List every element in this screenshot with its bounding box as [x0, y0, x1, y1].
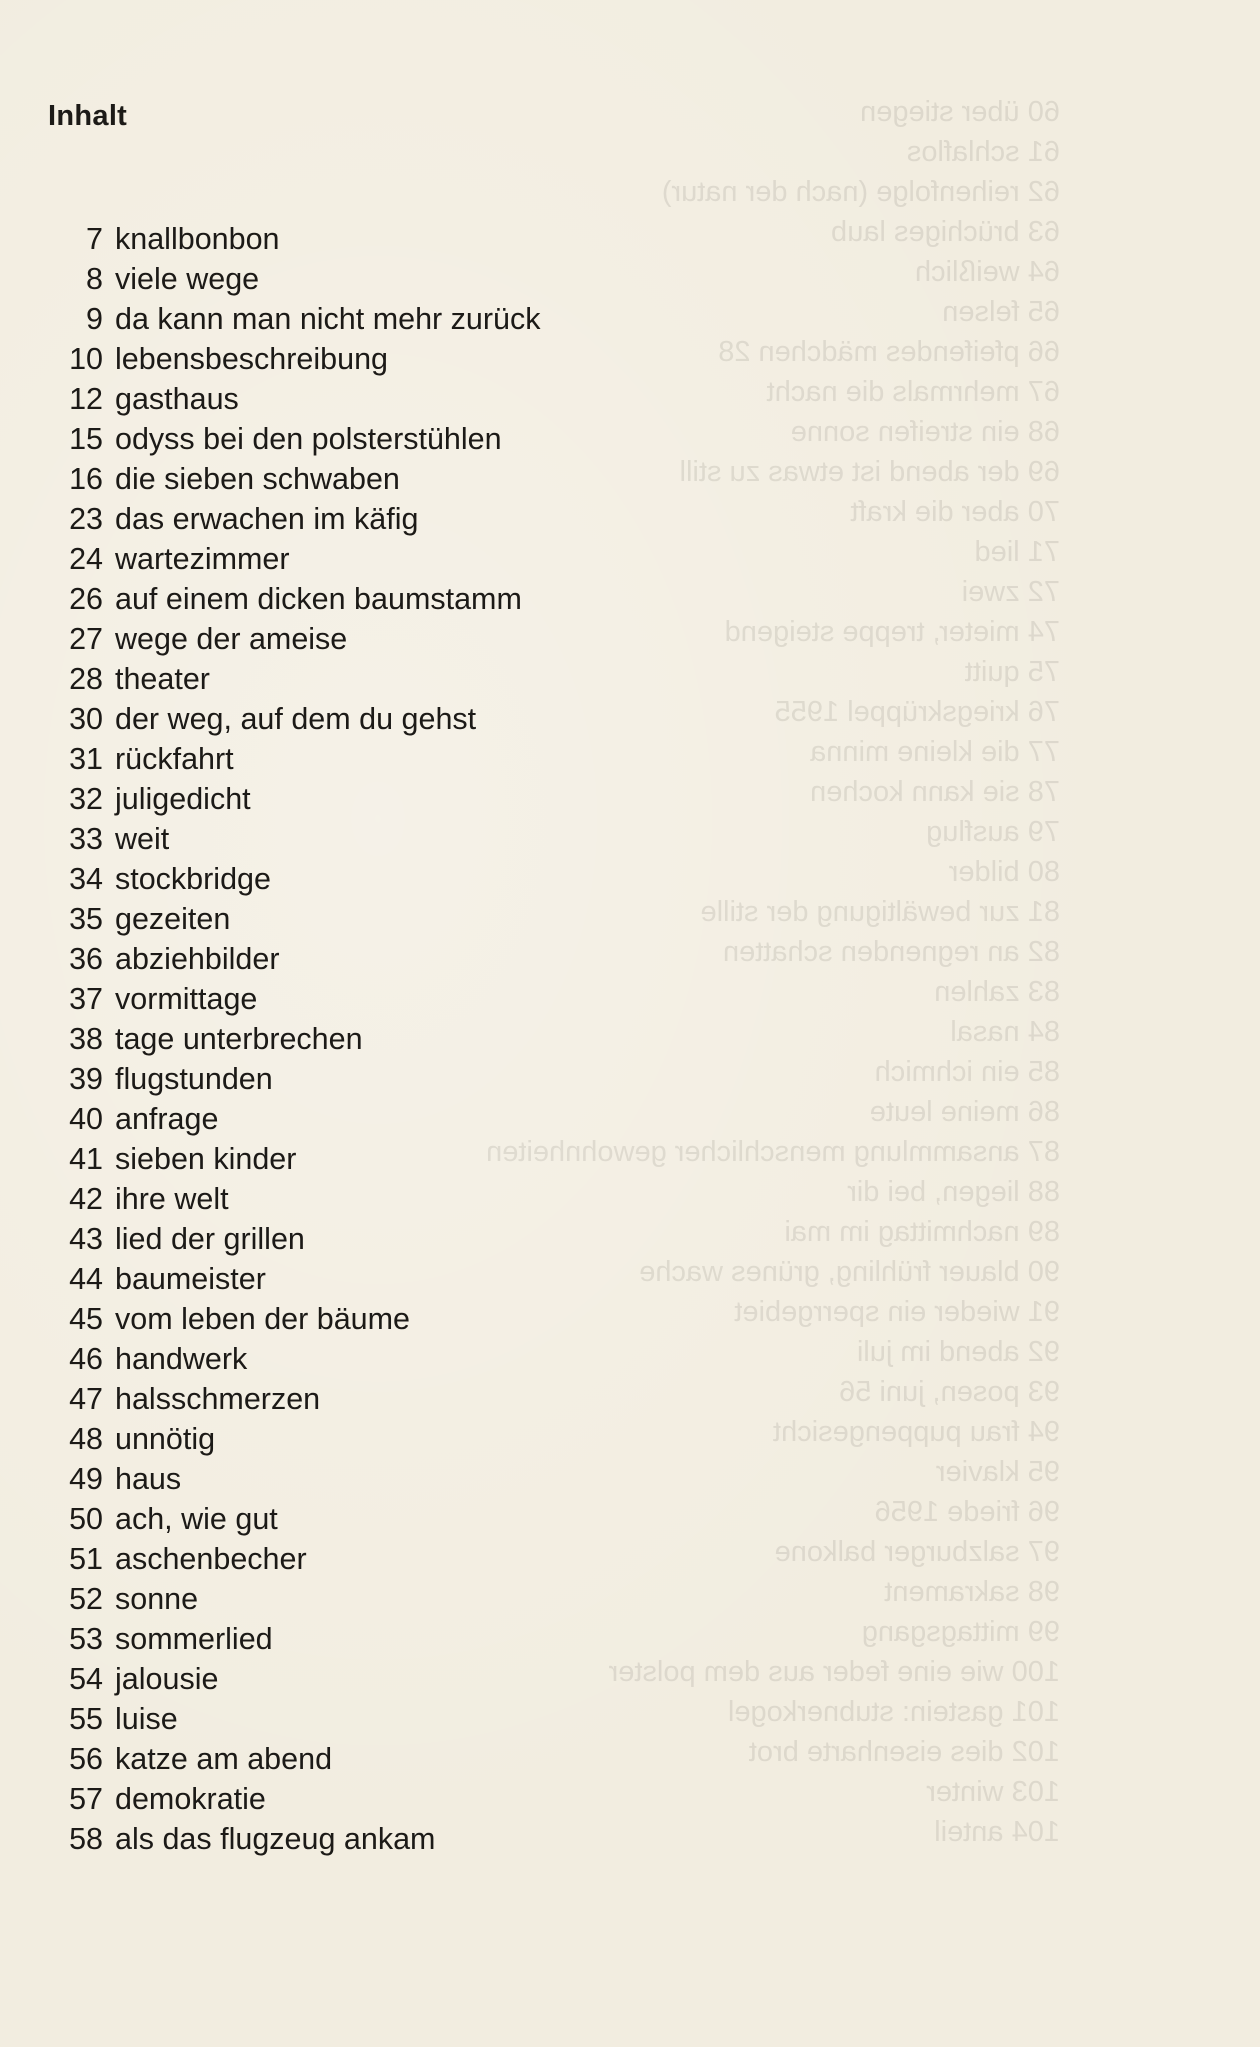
toc-entry	[48, 1342, 541, 1382]
toc-entry	[48, 702, 541, 742]
toc-title: lebensbeschreibung	[115, 342, 389, 376]
toc-entry	[48, 982, 541, 1022]
toc-entry	[48, 1622, 541, 1662]
bleed-through-line: 83 zahlen	[934, 976, 1060, 1008]
toc-title: als das flugzeug ankam	[115, 1822, 436, 1856]
bleed-through-line: 93 posen, juni 56	[839, 1376, 1060, 1408]
toc-entry	[48, 1542, 541, 1582]
bleed-through-line: 94 frau puppengesicht	[773, 1416, 1060, 1448]
bleed-through-line: 60 über stiegen	[860, 96, 1060, 128]
toc-title: gasthaus	[115, 382, 239, 416]
toc-title: demokratie	[115, 1782, 266, 1816]
toc-entry	[48, 822, 541, 862]
bleed-through-line: 75 quitt	[964, 656, 1060, 688]
toc-entry	[48, 862, 541, 902]
toc-entry	[48, 1222, 541, 1262]
toc-entry	[48, 542, 541, 582]
toc-title: der weg, auf dem du gehst	[115, 702, 477, 736]
bleed-through-line: 90 blauer frühling, grünes wache	[639, 1256, 1060, 1288]
toc-page-number: 23	[69, 502, 103, 536]
bleed-through-line: 64 weißlich	[914, 256, 1060, 288]
toc-entry	[48, 1302, 541, 1342]
toc-title: knallbonbon	[115, 222, 280, 256]
toc-page-number: 47	[69, 1382, 103, 1416]
toc-title: odyss bei den polsterstühlen	[115, 422, 502, 456]
toc-entry	[48, 302, 541, 342]
toc-entry	[48, 222, 541, 262]
toc-entry	[48, 1662, 541, 1702]
bleed-through-line: 104 anteil	[934, 1816, 1060, 1848]
bleed-through-line: 63 brüchiges laub	[831, 216, 1060, 248]
toc-entry	[48, 1102, 541, 1142]
toc-entry	[48, 1782, 541, 1822]
bleed-through-line: 101 gastein: stubnerkogel	[727, 1696, 1060, 1728]
toc-page-number: 42	[69, 1182, 103, 1216]
toc-page-number: 8	[86, 262, 103, 296]
toc-page-number: 31	[69, 742, 103, 776]
toc-title: halsschmerzen	[115, 1382, 321, 1416]
toc-page-number: 15	[69, 422, 103, 456]
bleed-through-line: 87 ansammlung menschlicher gewohnheiten	[486, 1136, 1060, 1168]
toc-page-number: 10	[69, 342, 103, 376]
page-title: Inhalt	[48, 100, 128, 132]
bleed-through-line: 72 zwei	[961, 576, 1060, 608]
toc-entry	[48, 782, 541, 822]
toc-entry	[48, 1422, 541, 1462]
bleed-through-line: 91 wieder ein sperrgebiet	[734, 1296, 1060, 1328]
bleed-through-line: 100 wie eine feder aus dem polster	[608, 1656, 1060, 1688]
toc-page-number: 24	[69, 542, 103, 576]
toc-page-number: 9	[86, 302, 103, 336]
toc-page-number: 57	[69, 1782, 103, 1816]
toc-page-number: 7	[86, 222, 103, 256]
toc-title: haus	[115, 1462, 182, 1496]
bleed-through-line: 89 nachmittag im mai	[784, 1216, 1060, 1248]
toc-title: tage unterbrechen	[115, 1022, 363, 1056]
toc-entry	[48, 1822, 541, 1862]
bleed-through-line: 74 mieter, treppe steigend	[724, 616, 1060, 648]
toc-page-number: 56	[69, 1742, 103, 1776]
toc-page-number: 43	[69, 1222, 103, 1256]
toc-page-number: 50	[69, 1502, 103, 1536]
toc-title: sonne	[115, 1582, 199, 1616]
bleed-through-line: 81 zur bewältigung der stille	[700, 896, 1060, 928]
bleed-through-text	[486, 92, 1060, 1852]
toc-title: flugstunden	[115, 1062, 273, 1096]
toc-page-number: 28	[69, 662, 103, 696]
toc-entry	[48, 1462, 541, 1502]
toc-title: wartezimmer	[115, 542, 290, 576]
toc-title: vormittage	[115, 982, 258, 1016]
toc-page-number: 34	[69, 862, 103, 896]
toc-page-number: 46	[69, 1342, 103, 1376]
toc-page-number: 16	[69, 462, 103, 496]
toc-title: rückfahrt	[115, 742, 234, 776]
toc-entry	[48, 502, 541, 542]
bleed-through-line: 65 felsen	[942, 296, 1060, 328]
toc-title: die sieben schwaben	[115, 462, 400, 496]
toc-title: baumeister	[115, 1262, 266, 1296]
toc-title: gezeiten	[115, 902, 231, 936]
bleed-through-line: 78 sie kann kochen	[810, 776, 1060, 808]
toc-title: stockbridge	[115, 862, 271, 896]
toc-title: weit	[115, 822, 170, 856]
toc-page-number: 58	[69, 1822, 103, 1856]
toc-entry	[48, 1062, 541, 1102]
toc-page-number: 39	[69, 1062, 103, 1096]
toc-entry	[48, 1502, 541, 1542]
toc-title: vom leben der bäume	[115, 1302, 411, 1336]
bleed-through-line: 62 reihenfolge (nach der natur)	[661, 176, 1060, 208]
toc-title: sommerlied	[115, 1622, 273, 1656]
toc-title: luise	[115, 1702, 178, 1736]
bleed-through-line: 103 winter	[926, 1776, 1060, 1808]
toc-entry	[48, 1382, 541, 1422]
toc-entry	[48, 422, 541, 462]
toc-entry	[48, 1182, 541, 1222]
bleed-through-line: 79 ausflug	[926, 816, 1060, 848]
bleed-through-line: 71 lied	[974, 536, 1060, 568]
toc-title: wege der ameise	[115, 622, 348, 656]
toc-page-number: 52	[69, 1582, 103, 1616]
bleed-through-line: 86 meine leute	[869, 1096, 1060, 1128]
toc-title: ach, wie gut	[115, 1502, 278, 1536]
toc-entry	[48, 942, 541, 982]
toc-title: theater	[115, 662, 210, 696]
toc-entry	[48, 382, 541, 422]
bleed-through-line: 61 schlaflos	[906, 136, 1060, 168]
toc-entry	[48, 622, 541, 662]
toc-title: lied der grillen	[115, 1222, 305, 1256]
bleed-through-line: 96 friede 1956	[874, 1496, 1060, 1528]
bleed-through-line: 80 bilder	[948, 856, 1060, 888]
toc-title: juligedicht	[115, 782, 251, 816]
toc-page-number: 40	[69, 1102, 103, 1136]
toc-entry	[48, 742, 541, 782]
toc-page-number: 30	[69, 702, 103, 736]
toc-title: das erwachen im käfig	[115, 502, 419, 536]
toc-entry	[48, 1582, 541, 1622]
toc-title: viele wege	[115, 262, 260, 296]
toc-page-number: 53	[69, 1622, 103, 1656]
toc-page-number: 33	[69, 822, 103, 856]
bleed-through-line: 88 liegen, bei dir	[847, 1176, 1060, 1208]
toc-title: abziehbilder	[115, 942, 280, 976]
bleed-through-line: 97 salzburger balkone	[774, 1536, 1060, 1568]
toc-entry	[48, 1262, 541, 1302]
toc-page-number: 35	[69, 902, 103, 936]
toc-entry	[48, 1742, 541, 1782]
toc-entry	[48, 462, 541, 502]
toc-page-number: 27	[69, 622, 103, 656]
toc-page-number: 44	[69, 1262, 103, 1296]
toc-page-number: 41	[69, 1142, 103, 1176]
bleed-through-line: 77 die kleine minna	[810, 736, 1060, 768]
bleed-through-line: 76 kriegskrüppel 1955	[774, 696, 1060, 728]
bleed-through-line: 85 ein ichmich	[874, 1056, 1060, 1088]
bleed-through-line: 70 aber die kraft	[850, 496, 1060, 528]
bleed-through-line: 67 mehrmals die nacht	[766, 376, 1060, 408]
toc-title: sieben kinder	[115, 1142, 297, 1176]
toc-title: jalousie	[115, 1662, 219, 1696]
toc-entry	[48, 1022, 541, 1062]
toc-title: anfrage	[115, 1102, 219, 1136]
bleed-through-line: 92 abend im juli	[856, 1336, 1060, 1368]
toc-page-number: 38	[69, 1022, 103, 1056]
toc-title: ihre welt	[115, 1182, 229, 1216]
toc-entry	[48, 1142, 541, 1182]
toc-entry	[48, 902, 541, 942]
toc-page-number: 12	[69, 382, 103, 416]
table-of-contents	[48, 222, 541, 1862]
toc-title: handwerk	[115, 1342, 248, 1376]
toc-title: unnötig	[115, 1422, 216, 1456]
toc-entry	[48, 662, 541, 702]
toc-entry	[48, 582, 541, 622]
toc-page-number: 51	[69, 1542, 103, 1576]
bleed-through-line: 102 dies eisenharte brot	[748, 1736, 1060, 1768]
bleed-through-line: 95 klavier	[935, 1456, 1060, 1488]
toc-title: da kann man nicht mehr zurück	[115, 302, 541, 336]
toc-entry	[48, 262, 541, 302]
toc-page-number: 36	[69, 942, 103, 976]
toc-title: aschenbecher	[115, 1542, 307, 1576]
toc-page-number: 26	[69, 582, 103, 616]
bleed-through-line: 82 an regnenden schatten	[723, 936, 1060, 968]
bleed-through-line: 84 nasal	[950, 1016, 1060, 1048]
toc-page-number: 55	[69, 1702, 103, 1736]
toc-page-number: 32	[69, 782, 103, 816]
bleed-through-line: 98 sakrament	[884, 1576, 1060, 1608]
toc-entry	[48, 1702, 541, 1742]
bleed-through-line: 66 pfeifendes mädchen 28	[718, 336, 1060, 368]
toc-page-number: 37	[69, 982, 103, 1016]
toc-page-number: 45	[69, 1302, 103, 1336]
bleed-through-line: 99 mittagsgang	[861, 1616, 1060, 1648]
toc-page-number: 54	[69, 1662, 103, 1696]
toc-page-number: 49	[69, 1462, 103, 1496]
toc-title: katze am abend	[115, 1742, 333, 1776]
bleed-through-line: 69 der abend ist etwas zu still	[679, 456, 1060, 488]
bleed-through-line: 68 ein streifen sonne	[790, 416, 1060, 448]
toc-page-number: 48	[69, 1422, 103, 1456]
toc-title: auf einem dicken baumstamm	[115, 582, 522, 616]
toc-entry	[48, 342, 541, 382]
